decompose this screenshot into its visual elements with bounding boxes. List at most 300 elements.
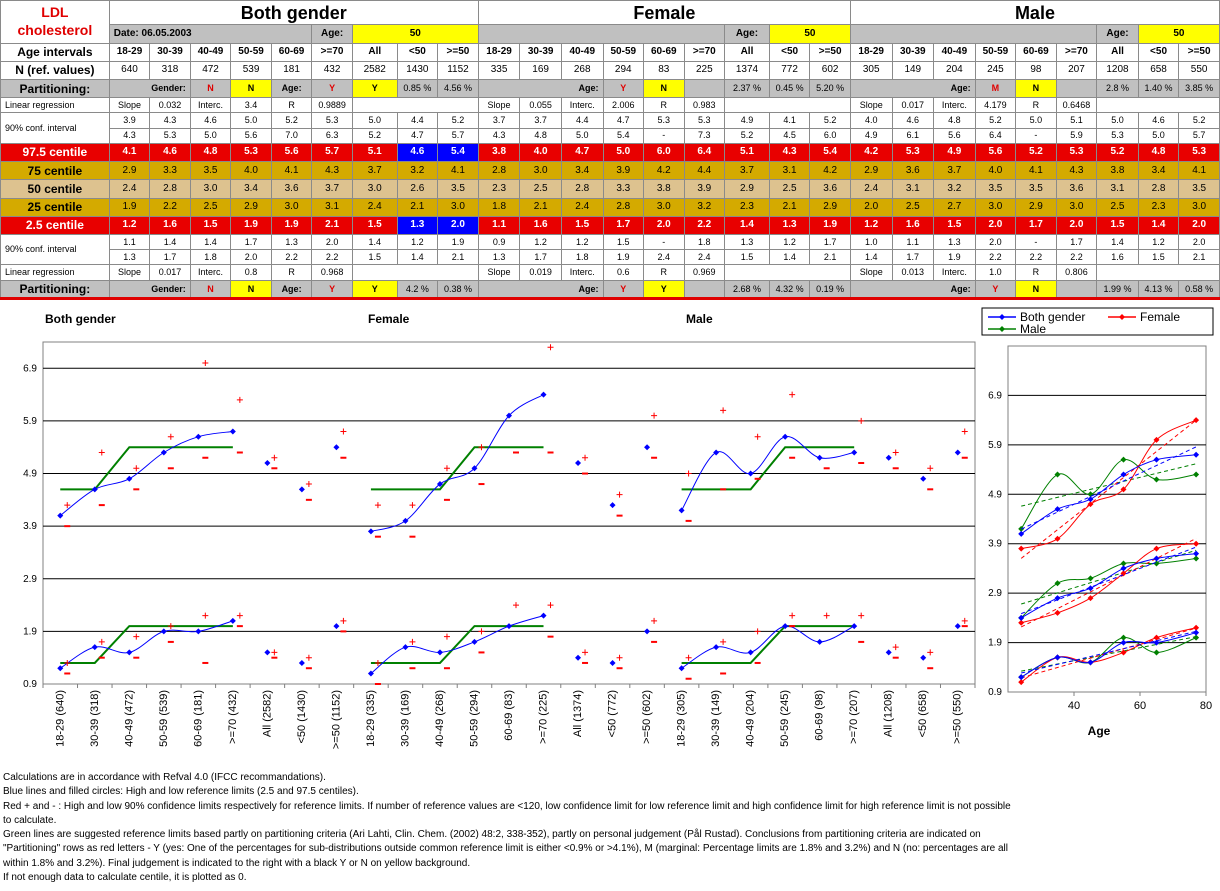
centile-value: 3.5: [1016, 180, 1057, 198]
table-row: [1, 250, 1220, 265]
n-value: 1430: [397, 61, 438, 79]
table-row: [1, 180, 1220, 198]
r-label: R: [1016, 98, 1057, 113]
spacer: [725, 265, 851, 280]
chart-title-2: Male: [686, 312, 713, 326]
partition-pct: 0.58 %: [1179, 280, 1220, 298]
n-value: 1374: [725, 61, 770, 79]
row-label-c75: 75 centile: [1, 162, 110, 180]
ci-value: 1.4: [769, 250, 810, 265]
interval-header: 18-29: [850, 43, 892, 61]
ci-value: 4.3: [150, 113, 191, 128]
interc-label: Interc.: [190, 98, 231, 113]
table-row: [1, 1, 1220, 25]
centile-value: 2.5: [769, 180, 810, 198]
x-tick-label: 50-59 (245): [779, 690, 792, 747]
age-value: 50: [352, 25, 478, 43]
y-tick-label: 2.9: [23, 573, 37, 585]
ldl-title: [1, 1, 110, 44]
n-value: 432: [312, 61, 353, 79]
centile-value: 2.0: [644, 216, 685, 234]
interc-label: Interc.: [190, 265, 231, 280]
centile-value: 6.4: [684, 143, 725, 161]
centile-value: 2.9: [231, 198, 272, 216]
row-label-n: N (ref. values): [1, 61, 110, 79]
centile-value: 5.6: [975, 143, 1016, 161]
centile-value: 3.9: [684, 180, 725, 198]
centile-value: 4.8: [1138, 143, 1179, 161]
y-tick-label: 4.9: [23, 468, 37, 480]
ci-value: 2.0: [312, 235, 353, 250]
centile-value: 3.1: [312, 198, 353, 216]
centile-value: 4.9: [934, 143, 976, 161]
x-tick-label: 60-69 (181): [192, 690, 205, 747]
y-tick-label: 5.9: [23, 415, 37, 427]
centile-value: 1.2: [109, 216, 150, 234]
interval-header: >=50: [1179, 43, 1220, 61]
interval-header: >=70: [684, 43, 725, 61]
ci-value: 1.1: [109, 235, 150, 250]
centile-value: 3.4: [231, 180, 272, 198]
ci-value: 1.5: [603, 235, 644, 250]
centile-value: 4.6: [397, 143, 438, 161]
ci-value: 1.3: [934, 235, 976, 250]
ci-value: 1.3: [109, 250, 150, 265]
n-value: 550: [1179, 61, 1220, 79]
centile-value: 2.9: [725, 180, 770, 198]
centile-value: 5.6: [271, 143, 312, 161]
ci-value: 2.2: [312, 250, 353, 265]
slope-value: 0.017: [892, 98, 934, 113]
table-row: [1, 162, 1220, 180]
spacer: [1056, 280, 1097, 298]
ci-value: 2.4: [684, 250, 725, 265]
plot-area: [43, 342, 975, 684]
ci-value: 1.7: [1056, 235, 1097, 250]
x-tick-label: <50 (1430): [295, 690, 308, 744]
table-row: [1, 113, 1220, 128]
ci-value: 4.8: [934, 113, 976, 128]
centile-value: 5.3: [1179, 143, 1220, 161]
interval-header: 40-49: [190, 43, 231, 61]
partition-age-criteria: M: [975, 80, 1016, 98]
centile-value: 5.0: [603, 143, 644, 161]
age-label: Age:: [850, 280, 975, 298]
ci-value: 2.1: [810, 250, 851, 265]
centile-value: 3.8: [644, 180, 685, 198]
x-tick-label: 40: [1067, 700, 1081, 712]
ci-value: 1.9: [438, 235, 479, 250]
centile-value: 2.9: [850, 162, 892, 180]
spacer: [725, 98, 851, 113]
n-value: 1152: [438, 61, 479, 79]
age-label: Age:: [312, 25, 353, 43]
centile-value: 2.2: [150, 198, 191, 216]
r-label: R: [271, 98, 312, 113]
ci-value: 6.1: [892, 128, 934, 143]
centile-value: 3.0: [271, 198, 312, 216]
centile-value: 2.3: [725, 198, 770, 216]
centile-value: 4.4: [684, 162, 725, 180]
centile-value: 3.0: [190, 180, 231, 198]
spacer: [478, 25, 724, 43]
centile-value: 5.3: [231, 143, 272, 161]
x-tick-label: 40-49 (268): [433, 690, 446, 747]
centile-value: 1.6: [892, 216, 934, 234]
ci-value: 7.3: [684, 128, 725, 143]
row-label-ci: 90% conf. interval: [1, 235, 110, 265]
row-label-partitioning: Partitioning:: [1, 280, 110, 298]
table-row: [1, 265, 1220, 280]
x-tick-label: >=70 (225): [537, 690, 550, 744]
x-tick-label: 18-29 (335): [364, 690, 377, 747]
centile-value: 4.2: [810, 162, 851, 180]
table-row: [1, 198, 1220, 216]
centile-value: 2.1: [769, 198, 810, 216]
n-value: 245: [975, 61, 1016, 79]
centile-value: 3.3: [150, 162, 191, 180]
partition-pct: 2.37 %: [725, 80, 770, 98]
n-value: 658: [1138, 61, 1179, 79]
ci-value: 1.9: [603, 250, 644, 265]
x-tick-label: All (2582): [261, 690, 274, 738]
ci-value: 3.7: [520, 113, 562, 128]
centile-value: 4.0: [231, 162, 272, 180]
table-row: [1, 98, 1220, 113]
centile-value: 2.9: [109, 162, 150, 180]
ci-value: 5.1: [1056, 113, 1097, 128]
centile-value: 4.8: [190, 143, 231, 161]
ci-value: 2.2: [1016, 250, 1057, 265]
partition-pct: 4.56 %: [438, 80, 479, 98]
x-tick-label: 60-69 (98): [813, 690, 826, 741]
n-value: 335: [478, 61, 520, 79]
x-tick-label: >=50 (602): [641, 690, 654, 744]
centile-value: 2.1: [520, 198, 562, 216]
partition-age-final: N: [1016, 80, 1057, 98]
spacer: [352, 265, 478, 280]
partition-pct: 3.85 %: [1179, 80, 1220, 98]
r-label: R: [644, 265, 685, 280]
n-value: 305: [850, 61, 892, 79]
table-row: [1, 80, 1220, 98]
interc-label: Interc.: [561, 98, 603, 113]
row-label-c975: 97.5 centile: [1, 143, 110, 161]
centile-value: 4.1: [271, 162, 312, 180]
partition-gender-criteria: N: [190, 280, 231, 298]
interc-value: 0.8: [231, 265, 272, 280]
slope-label: Slope: [109, 98, 150, 113]
ci-value: 2.0: [231, 250, 272, 265]
table-row: [1, 25, 1220, 43]
centile-value: 2.0: [850, 198, 892, 216]
ci-value: 4.6: [190, 113, 231, 128]
ci-value: 4.1: [769, 113, 810, 128]
centile-value: 4.1: [438, 162, 479, 180]
interc-value: 3.4: [231, 98, 272, 113]
interval-header: 30-39: [520, 43, 562, 61]
centile-value: 3.2: [684, 198, 725, 216]
centile-value: 3.5: [438, 180, 479, 198]
centile-value: 3.3: [603, 180, 644, 198]
x-tick-label: 18-29 (640): [54, 690, 67, 747]
centile-value: 3.0: [1056, 198, 1097, 216]
age-label: Age:: [850, 80, 975, 98]
partition-pct: 0.38 %: [438, 280, 479, 298]
ci-value: 1.3: [478, 250, 520, 265]
interval-header: 50-59: [231, 43, 272, 61]
centile-value: 3.8: [478, 143, 520, 161]
note-2: Blue lines and filled circles: High and low reference limits (2.5 and 97.5 centiles).: [3, 786, 359, 798]
n-value: 98: [1016, 61, 1057, 79]
slope-label: Slope: [109, 265, 150, 280]
centile-value: 5.2: [1097, 143, 1139, 161]
ci-value: 5.2: [1179, 113, 1220, 128]
ci-value: 4.3: [478, 128, 520, 143]
centile-value: 4.3: [769, 143, 810, 161]
centile-value: 3.6: [810, 180, 851, 198]
centile-value: 3.6: [1056, 180, 1097, 198]
interval-header: All: [725, 43, 770, 61]
x-tick-label: 60: [1133, 700, 1147, 712]
centile-value: 2.5: [190, 198, 231, 216]
interval-header: 18-29: [478, 43, 520, 61]
ci-value: 1.2: [520, 235, 562, 250]
partition-pct: 2.8 %: [1097, 80, 1139, 98]
ci-value: 5.3: [684, 113, 725, 128]
centile-value: 2.9: [1016, 198, 1057, 216]
centile-value: 2.2: [684, 216, 725, 234]
ci-value: 4.5: [769, 128, 810, 143]
partition-age-criteria: Y: [975, 280, 1016, 298]
centile-value: 3.5: [1179, 180, 1220, 198]
x-tick-label: 30-39 (149): [710, 690, 723, 747]
partition-age-final: Y: [644, 280, 685, 298]
ci-value: -: [1016, 235, 1057, 250]
ci-value: 1.5: [1138, 250, 1179, 265]
centile-value: 2.5: [892, 198, 934, 216]
centile-value: 1.8: [478, 198, 520, 216]
slope-label: Slope: [478, 98, 520, 113]
ci-value: 5.2: [271, 113, 312, 128]
ci-value: 5.0: [561, 128, 603, 143]
slope-label: Slope: [478, 265, 520, 280]
partition-age-final: Y: [352, 280, 397, 298]
slope-value: 0.019: [520, 265, 562, 280]
ci-value: 5.0: [190, 128, 231, 143]
centile-value: 5.4: [438, 143, 479, 161]
spacer: [684, 80, 725, 98]
centile-value: 3.1: [892, 180, 934, 198]
ci-value: 5.0: [352, 113, 397, 128]
centile-value: 6.0: [644, 143, 685, 161]
centile-value: 3.8: [1097, 162, 1139, 180]
row-label-linreg: Linear regression: [1, 98, 110, 113]
ci-value: 2.2: [1056, 250, 1097, 265]
ci-value: 4.4: [561, 113, 603, 128]
title-line-1: LDL: [41, 4, 69, 21]
spacer: [850, 25, 1096, 43]
n-value: 472: [190, 61, 231, 79]
ci-value: 1.4: [352, 235, 397, 250]
ci-value: 1.7: [810, 235, 851, 250]
age-value: 50: [769, 25, 850, 43]
centile-value: 1.5: [934, 216, 976, 234]
ci-value: 1.4: [1097, 235, 1139, 250]
ci-value: 5.3: [644, 113, 685, 128]
gender-label: Gender:: [109, 80, 190, 98]
row-label-c25: 25 centile: [1, 198, 110, 216]
centile-value: 5.2: [1016, 143, 1057, 161]
centile-value: 4.3: [312, 162, 353, 180]
interval-header: 60-69: [271, 43, 312, 61]
centile-value: 1.5: [190, 216, 231, 234]
age-label: Age:: [478, 280, 603, 298]
table-row: [1, 143, 1220, 161]
interval-header: <50: [769, 43, 810, 61]
centile-value: 3.5: [190, 162, 231, 180]
centile-value: 4.6: [150, 143, 191, 161]
ci-value: 1.5: [725, 250, 770, 265]
x-tick-label: >=70 (207): [848, 690, 861, 744]
ci-value: 7.0: [271, 128, 312, 143]
ci-value: 1.7: [231, 235, 272, 250]
ci-value: 1.4: [150, 235, 191, 250]
centile-value: 3.9: [603, 162, 644, 180]
ci-value: 2.0: [975, 235, 1016, 250]
centile-value: 3.0: [975, 198, 1016, 216]
note-5: If not enough data to calculate centile, it is plotted as 0.: [3, 872, 247, 884]
slope-label: Slope: [850, 98, 892, 113]
age-plot-area: [1008, 346, 1206, 692]
y-tick-label: 6.9: [988, 390, 1002, 402]
table-row: [1, 216, 1220, 234]
spacer: [1056, 80, 1097, 98]
ci-value: 5.2: [438, 113, 479, 128]
n-value: 149: [892, 61, 934, 79]
partition-pct: 4.2 %: [397, 280, 438, 298]
centile-value: 4.7: [561, 143, 603, 161]
centile-value: 3.2: [934, 180, 976, 198]
n-value: 2582: [352, 61, 397, 79]
partition-pct: 2.68 %: [725, 280, 770, 298]
ci-value: 5.9: [1056, 128, 1097, 143]
interc-value: 4.179: [975, 98, 1016, 113]
legend-label: Female: [1140, 310, 1181, 324]
spacer: [684, 280, 725, 298]
ci-value: -: [1016, 128, 1057, 143]
ci-value: 1.9: [934, 250, 976, 265]
table-row: [1, 235, 1220, 250]
ci-value: 6.0: [810, 128, 851, 143]
slope-value: 0.017: [150, 265, 191, 280]
interc-value: 2.006: [603, 98, 644, 113]
centile-value: 4.2: [644, 162, 685, 180]
ci-value: 1.1: [892, 235, 934, 250]
ci-value: 4.7: [603, 113, 644, 128]
n-value: 204: [934, 61, 976, 79]
interval-header: <50: [397, 43, 438, 61]
interval-header: >=50: [810, 43, 851, 61]
centile-value: 3.7: [352, 162, 397, 180]
n-value: 539: [231, 61, 272, 79]
centile-value: 2.4: [109, 180, 150, 198]
centile-value: 2.9: [810, 198, 851, 216]
centile-value: 3.0: [352, 180, 397, 198]
results-table: [0, 0, 1220, 299]
interc-value: 1.0: [975, 265, 1016, 280]
centile-value: 4.0: [520, 143, 562, 161]
x-tick-label: 80: [1199, 700, 1213, 712]
x-tick-label: >=50 (550): [951, 690, 964, 744]
ci-value: 2.2: [975, 250, 1016, 265]
y-tick-label: 1.9: [988, 637, 1002, 649]
partition-gender-criteria: N: [190, 80, 231, 98]
ci-value: 6.3: [312, 128, 353, 143]
ci-value: 1.7: [150, 250, 191, 265]
centile-value: 5.1: [725, 143, 770, 161]
interc-label: Interc.: [934, 98, 976, 113]
centile-value: 2.0: [1056, 216, 1097, 234]
centile-value: 1.5: [352, 216, 397, 234]
ci-value: 2.0: [1179, 235, 1220, 250]
x-tick-label: 30-39 (318): [88, 690, 101, 747]
spacer: [352, 98, 478, 113]
partition-age-final: Y: [352, 80, 397, 98]
row-label-linreg: Linear regression: [1, 265, 110, 280]
centile-value: 1.6: [150, 216, 191, 234]
row-label-age-intervals: Age intervals: [1, 43, 110, 61]
centile-value: 1.2: [850, 216, 892, 234]
centile-value: 4.3: [1056, 162, 1097, 180]
ci-value: 4.9: [850, 128, 892, 143]
ci-value: 5.2: [725, 128, 770, 143]
ci-value: 5.3: [1097, 128, 1139, 143]
x-axis-label: Age: [1087, 724, 1111, 738]
x-tick-label: 18-29 (305): [675, 690, 688, 747]
ci-value: 5.0: [1097, 113, 1139, 128]
centile-value: 3.0: [520, 162, 562, 180]
partition-pct: 1.40 %: [1138, 80, 1179, 98]
ci-value: 2.4: [644, 250, 685, 265]
ci-value: 1.4: [850, 250, 892, 265]
legend-label: Male: [1020, 322, 1047, 336]
row-label-c25b: 2.5 centile: [1, 216, 110, 234]
centile-value: 4.1: [109, 143, 150, 161]
ci-value: 2.2: [271, 250, 312, 265]
ci-value: 1.2: [397, 235, 438, 250]
partition-age-final: N: [1016, 280, 1057, 298]
centile-value: 2.1: [397, 198, 438, 216]
interval-header: 18-29: [109, 43, 150, 61]
centile-value: 2.1: [312, 216, 353, 234]
r-label: R: [644, 98, 685, 113]
y-tick-label: 1.9: [23, 626, 37, 638]
ci-value: 5.0: [1138, 128, 1179, 143]
ci-value: 0.9: [478, 235, 520, 250]
centile-value: 2.5: [1097, 198, 1139, 216]
n-value: 602: [810, 61, 851, 79]
centile-value: 5.3: [892, 143, 934, 161]
note-3: Red + and - : High and low 90% confidence limits respectively for reference limits. If number of reference values are <120, low confidence limit for low reference limit and high confidence limit for high reference limit is not possible to calculate.: [3, 800, 1011, 826]
interval-header: 50-59: [975, 43, 1016, 61]
centile-value: 2.8: [478, 162, 520, 180]
ci-value: 5.0: [231, 113, 272, 128]
y-tick-label: 6.9: [23, 363, 37, 375]
centile-value: 2.7: [934, 198, 976, 216]
x-tick-label: 50-59 (539): [157, 690, 170, 747]
ci-value: 3.7: [478, 113, 520, 128]
